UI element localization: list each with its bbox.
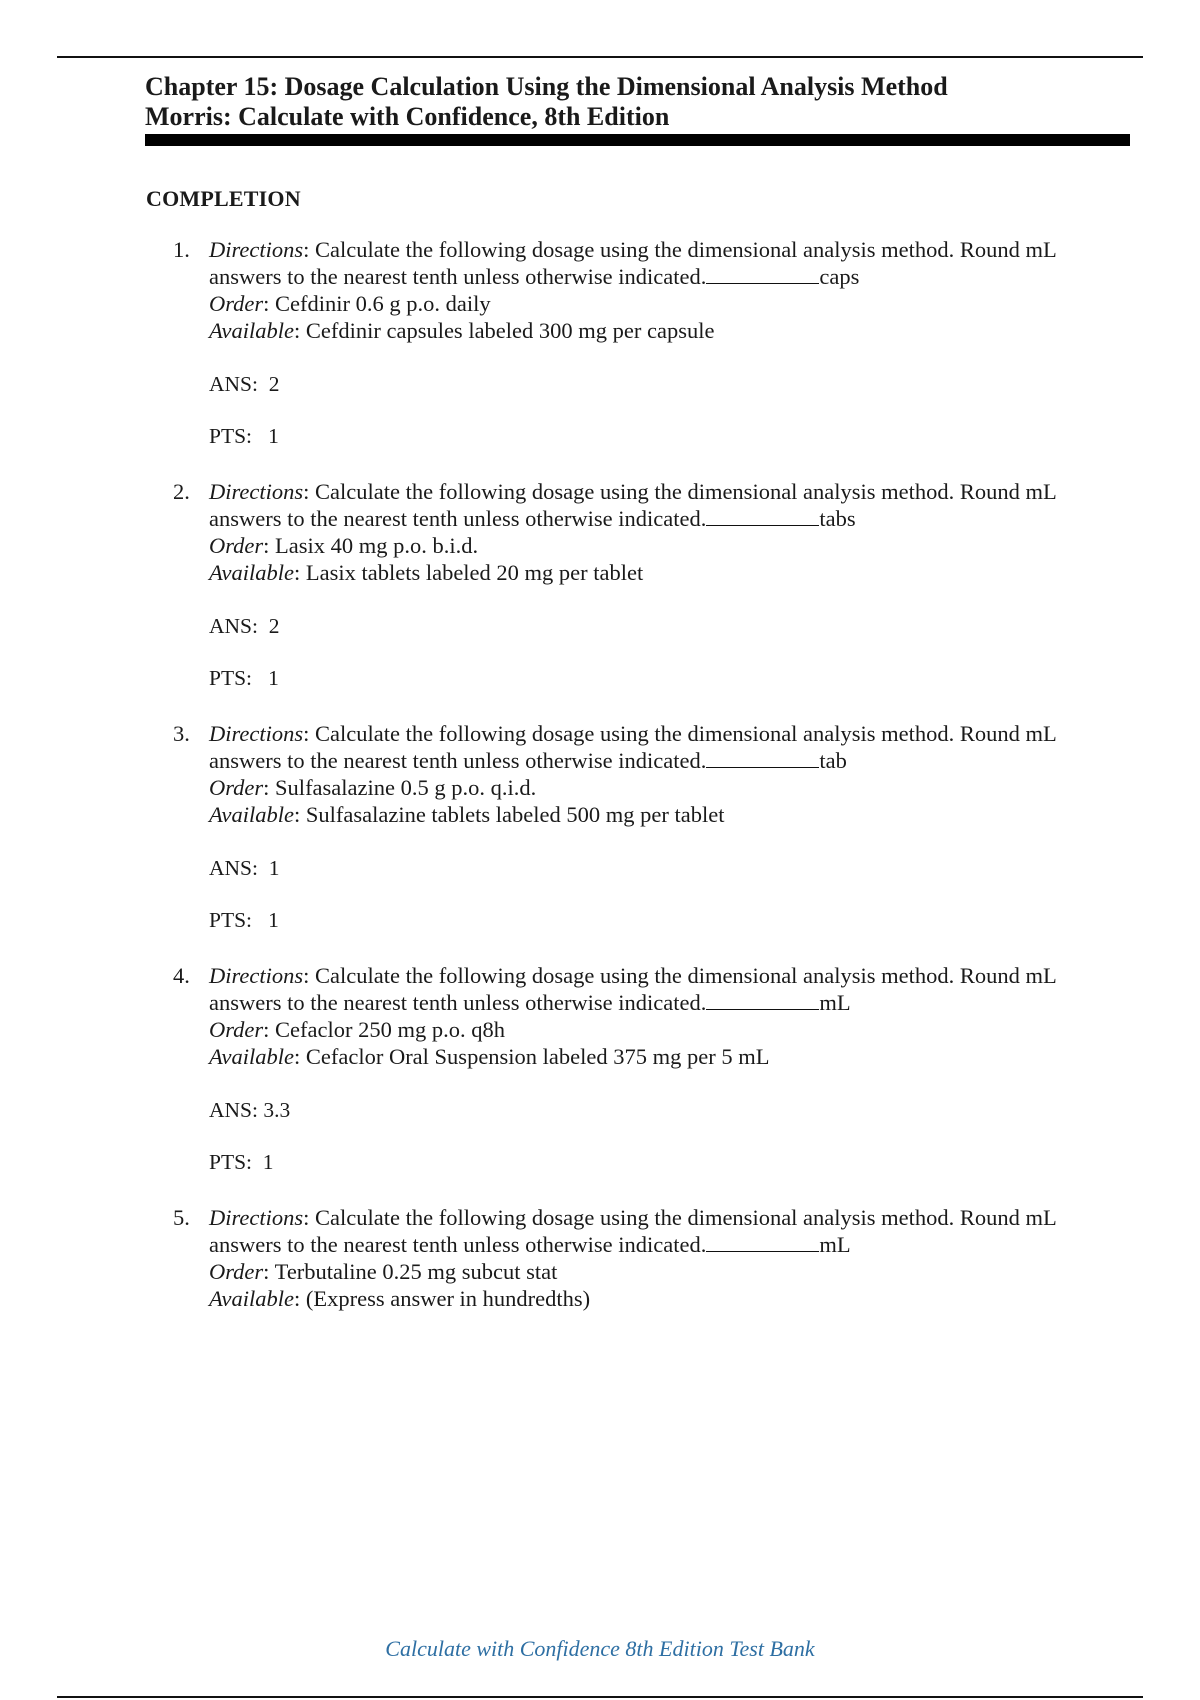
ans-label: ANS:: [209, 1098, 258, 1122]
pts-label: PTS:: [209, 666, 253, 690]
footer-text: Calculate with Confidence 8th Edition Test Bank: [385, 1636, 815, 1661]
available-label: Available: [209, 1286, 294, 1311]
directions-line-2: [209, 989, 1136, 1016]
answer-blank[interactable]: [706, 991, 819, 1010]
answer-blank[interactable]: [706, 265, 819, 284]
answer-line: [209, 1097, 1136, 1124]
directions-text-2: answers to the nearest tenth unless otherwise indicated.: [209, 264, 707, 289]
ans-label: ANS:: [209, 856, 258, 880]
directions-text-2: answers to the nearest tenth unless otherwise indicated.: [209, 990, 707, 1015]
answer-blank[interactable]: [706, 507, 819, 526]
available-line: [209, 1285, 1136, 1312]
directions-line-2: [209, 747, 1136, 774]
points-line: [209, 423, 1136, 450]
points-line: [209, 1149, 1136, 1176]
question-3: [146, 720, 1136, 934]
pts-value: 1: [268, 666, 279, 690]
pts-label: PTS:: [209, 424, 253, 448]
answer-line: [209, 613, 1136, 640]
order-line: [209, 290, 1136, 317]
directions-label: Directions: [209, 479, 304, 504]
directions-label: Directions: [209, 963, 304, 988]
available-text: : Cefaclor Oral Suspension labeled 375 mg per 5 mL: [293, 1044, 770, 1069]
directions-text: : Calculate the following dosage using the dimensional analysis method. Round mL: [303, 479, 1057, 504]
answer-blank[interactable]: [706, 1233, 819, 1252]
order-label: Order: [209, 291, 264, 316]
ans-value: 2: [268, 372, 280, 396]
directions-text: : Calculate the following dosage using the dimensional analysis method. Round mL: [303, 963, 1057, 988]
directions-label: Directions: [209, 237, 304, 262]
pts-label: PTS:: [209, 1150, 253, 1174]
ans-label: ANS:: [209, 614, 258, 638]
order-line: [209, 774, 1136, 801]
bottom-rule: [57, 1696, 1143, 1698]
header-rule: [145, 134, 1130, 146]
ans-value: 2: [268, 614, 280, 638]
question-5: [146, 1204, 1136, 1312]
pts-value: 1: [268, 908, 279, 932]
available-label: Available: [209, 318, 294, 343]
directions-text: : Calculate the following dosage using the dimensional analysis method. Round mL: [303, 237, 1057, 262]
answer-unit: tabs: [819, 506, 856, 531]
ans-value: 3.3: [263, 1098, 291, 1122]
ans-label: ANS:: [209, 372, 258, 396]
available-text: : Sulfasalazine tablets labeled 500 mg per tablet: [293, 802, 725, 827]
points-line: [209, 907, 1136, 934]
question-list: [146, 236, 1136, 1312]
order-text: : Cefdinir 0.6 g p.o. daily: [263, 291, 491, 316]
available-text: : (Express answer in hundredths): [293, 1286, 591, 1311]
ans-value: 1: [268, 856, 280, 880]
question-number: 3.: [173, 721, 190, 746]
order-text: : Terbutaline 0.25 mg subcut stat: [263, 1259, 558, 1284]
question-number: 1.: [173, 237, 190, 262]
directions-line: [209, 1204, 1136, 1231]
directions-text-2: answers to the nearest tenth unless otherwise indicated.: [209, 1232, 707, 1257]
question-number: 2.: [173, 479, 190, 504]
order-label: Order: [209, 1259, 264, 1284]
directions-text-2: answers to the nearest tenth unless otherwise indicated.: [209, 748, 707, 773]
top-rule: [57, 56, 1143, 58]
available-line: [209, 559, 1136, 586]
available-label: Available: [209, 802, 294, 827]
directions-label: Directions: [209, 1205, 304, 1230]
pts-value: 1: [262, 1150, 274, 1174]
directions-text: : Calculate the following dosage using the dimensional analysis method. Round mL: [303, 1205, 1057, 1230]
directions-line: [209, 962, 1136, 989]
order-line: [209, 1016, 1136, 1043]
pts-value: 1: [268, 424, 279, 448]
directions-label: Directions: [209, 721, 304, 746]
available-line: [209, 317, 1136, 344]
question-4: [146, 962, 1136, 1176]
directions-line-2: [209, 505, 1136, 532]
available-label: Available: [209, 560, 294, 585]
available-text: : Cefdinir capsules labeled 300 mg per capsule: [293, 318, 715, 343]
order-label: Order: [209, 533, 264, 558]
directions-line: [209, 236, 1136, 263]
points-line: [209, 665, 1136, 692]
answer-unit: tab: [819, 748, 847, 773]
available-line: [209, 1043, 1136, 1070]
question-number: 4.: [173, 963, 190, 988]
answer-line: [209, 855, 1136, 882]
directions-text: : Calculate the following dosage using the dimensional analysis method. Round mL: [303, 721, 1057, 746]
book-title: Morris: Calculate with Confidence, 8th Edition: [145, 102, 670, 131]
document-header: [145, 72, 1130, 146]
pts-label: PTS:: [209, 908, 253, 932]
answer-line: [209, 371, 1136, 398]
directions-line: [209, 478, 1136, 505]
answer-unit: mL: [819, 1232, 851, 1257]
answer-unit: caps: [819, 264, 860, 289]
question-1: [146, 236, 1136, 450]
order-text: : Cefaclor 250 mg p.o. q8h: [263, 1017, 506, 1042]
answer-unit: mL: [819, 990, 851, 1015]
directions-line-2: [209, 1231, 1136, 1258]
available-label: Available: [209, 1044, 294, 1069]
available-text: : Lasix tablets labeled 20 mg per tablet: [293, 560, 644, 585]
directions-line: [209, 720, 1136, 747]
order-line: [209, 532, 1136, 559]
order-text: : Sulfasalazine 0.5 g p.o. q.i.d.: [263, 775, 537, 800]
order-label: Order: [209, 1017, 264, 1042]
question-2: [146, 478, 1136, 692]
order-line: [209, 1258, 1136, 1285]
order-label: Order: [209, 775, 264, 800]
directions-text-2: answers to the nearest tenth unless otherwise indicated.: [209, 506, 707, 531]
chapter-title: Chapter 15: Dosage Calculation Using the Dimensional Analysis Method: [145, 72, 948, 101]
available-line: [209, 801, 1136, 828]
directions-line-2: [209, 263, 1136, 290]
question-number: 5.: [173, 1205, 190, 1230]
answer-blank[interactable]: [706, 749, 819, 768]
section-title: COMPLETION: [146, 186, 301, 211]
order-text: : Lasix 40 mg p.o. b.i.d.: [263, 533, 479, 558]
